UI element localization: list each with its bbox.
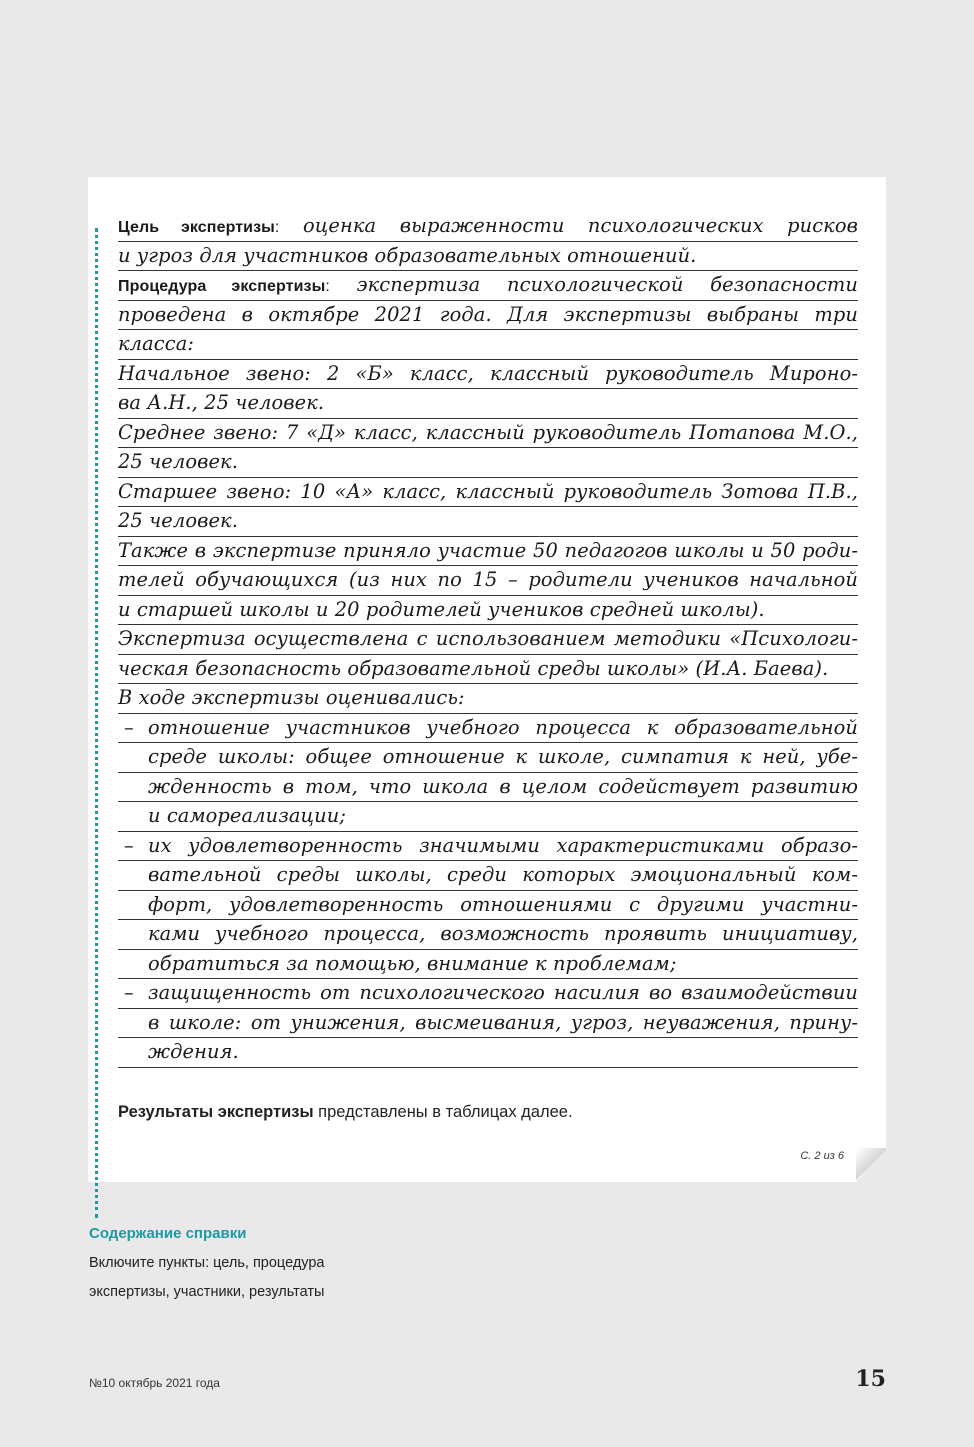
list-dash: – — [124, 981, 134, 1004]
line-text: среде школы: общее отношение к школе, симпатия к ней, убе- — [148, 745, 858, 768]
line-text: Экспертиза осуществлена с использованием методики «Психологи- — [118, 627, 858, 650]
text-line — [118, 920, 858, 950]
line-text: вательной среды школы, среди которых эмоциональный ком- — [148, 863, 858, 886]
text-line — [118, 802, 858, 832]
results-text: представлены в таблицах далее. — [313, 1103, 573, 1121]
line-text: и угроз для участников образовательных отношений. — [118, 243, 697, 267]
results-label: Результаты экспертизы — [118, 1103, 314, 1121]
text-line — [118, 979, 858, 1009]
line-text: Старшее звено: 10 «А» класс, классный руководитель Зотова П.В., — [118, 479, 858, 503]
text-line — [118, 566, 858, 596]
text-line — [118, 330, 858, 360]
text-line — [118, 271, 858, 301]
text-line — [118, 684, 858, 714]
section-label: Цель экспертизы — [118, 219, 275, 236]
line-text: телей обучающихся (из них по 15 – родители учеников начальной — [118, 568, 858, 591]
text-line — [118, 301, 858, 331]
list-dash: – — [124, 833, 134, 857]
text-line — [118, 448, 858, 478]
text-line — [118, 389, 858, 419]
text-line — [118, 861, 858, 891]
line-text: ждения. — [148, 1040, 239, 1063]
issue-info: №10 октябрь 2021 года — [89, 1376, 220, 1390]
line-text: защищенность от психологического насилия во взаимодействии — [148, 981, 858, 1004]
line-text: экспертиза психологической безопасности — [329, 273, 858, 296]
line-text: класса: — [118, 332, 194, 355]
line-text: Также в экспертизе приняло участие 50 педагогов школы и 50 роди- — [118, 538, 858, 562]
text-line — [118, 625, 858, 655]
text-line — [118, 1038, 858, 1068]
line-text: отношение участников учебного процесса к образовательной — [148, 715, 858, 739]
line-text: В ходе экспертизы оценивались: — [118, 686, 465, 709]
text-line — [118, 714, 858, 744]
line-text: ками учебного процесса, возможность проявить инициативу, — [148, 922, 858, 945]
text-line — [118, 360, 858, 390]
page-corner-fold — [856, 1148, 886, 1182]
text-line — [118, 478, 858, 508]
line-text: Начальное звено: 2 «Б» класс, классный руководитель Мироно- — [118, 361, 858, 385]
label-colon: : — [274, 219, 280, 236]
section-label: Процедура экспертизы — [118, 278, 326, 295]
results-sentence — [118, 1103, 573, 1122]
line-text: и самореализации; — [148, 804, 346, 827]
line-text: форт, удовлетворенность отношениями с другими участни- — [148, 892, 858, 916]
line-text: их удовлетворенность значимыми характеристиками образо- — [148, 833, 858, 857]
label-colon: : — [325, 278, 330, 295]
text-line — [118, 537, 858, 567]
text-line — [118, 743, 858, 773]
line-text: 25 человек. — [118, 450, 239, 473]
line-text: и старшей школы и 20 родителей учеников средней школы). — [118, 597, 765, 621]
line-text: оценка выраженности психологических рисков — [279, 214, 858, 237]
dotted-guide-line — [95, 228, 98, 1218]
line-text: обратиться за помощью, внимание к проблемам; — [148, 951, 677, 975]
page-count: С. 2 из 6 — [800, 1150, 844, 1162]
text-line — [118, 832, 858, 862]
text-line — [118, 242, 858, 272]
line-text: Среднее звено: 7 «Д» класс, классный руководитель Потапова М.О., — [118, 420, 858, 444]
line-text: жденность в том, что школа в целом содействует развитию — [148, 774, 858, 798]
text-line — [118, 596, 858, 626]
line-text: в школе: от унижения, высмеивания, угроз, неуважения, прину- — [148, 1010, 858, 1034]
text-line — [118, 1009, 858, 1039]
note-title: Содержание справки — [89, 1225, 247, 1242]
text-line — [118, 507, 858, 537]
line-text: проведена в октябре 2021 года. Для экспертизы выбраны три — [118, 302, 858, 326]
text-line — [118, 950, 858, 980]
text-line — [118, 773, 858, 803]
line-text: ческая безопасность образовательной среды школы» (И.А. Баева). — [118, 656, 829, 680]
page-number: 15 — [855, 1366, 886, 1392]
text-line — [118, 419, 858, 449]
text-line — [118, 655, 858, 685]
line-text: 25 человек. — [118, 509, 239, 532]
text-line — [118, 891, 858, 921]
document-body — [118, 212, 858, 1068]
text-line — [118, 212, 858, 242]
line-text: ва А.Н., 25 человек. — [118, 391, 325, 414]
note-line-1: Включите пункты: цель, процедура — [89, 1255, 325, 1271]
list-dash: – — [124, 715, 134, 739]
note-line-2: экспертизы, участники, результаты — [89, 1284, 325, 1300]
